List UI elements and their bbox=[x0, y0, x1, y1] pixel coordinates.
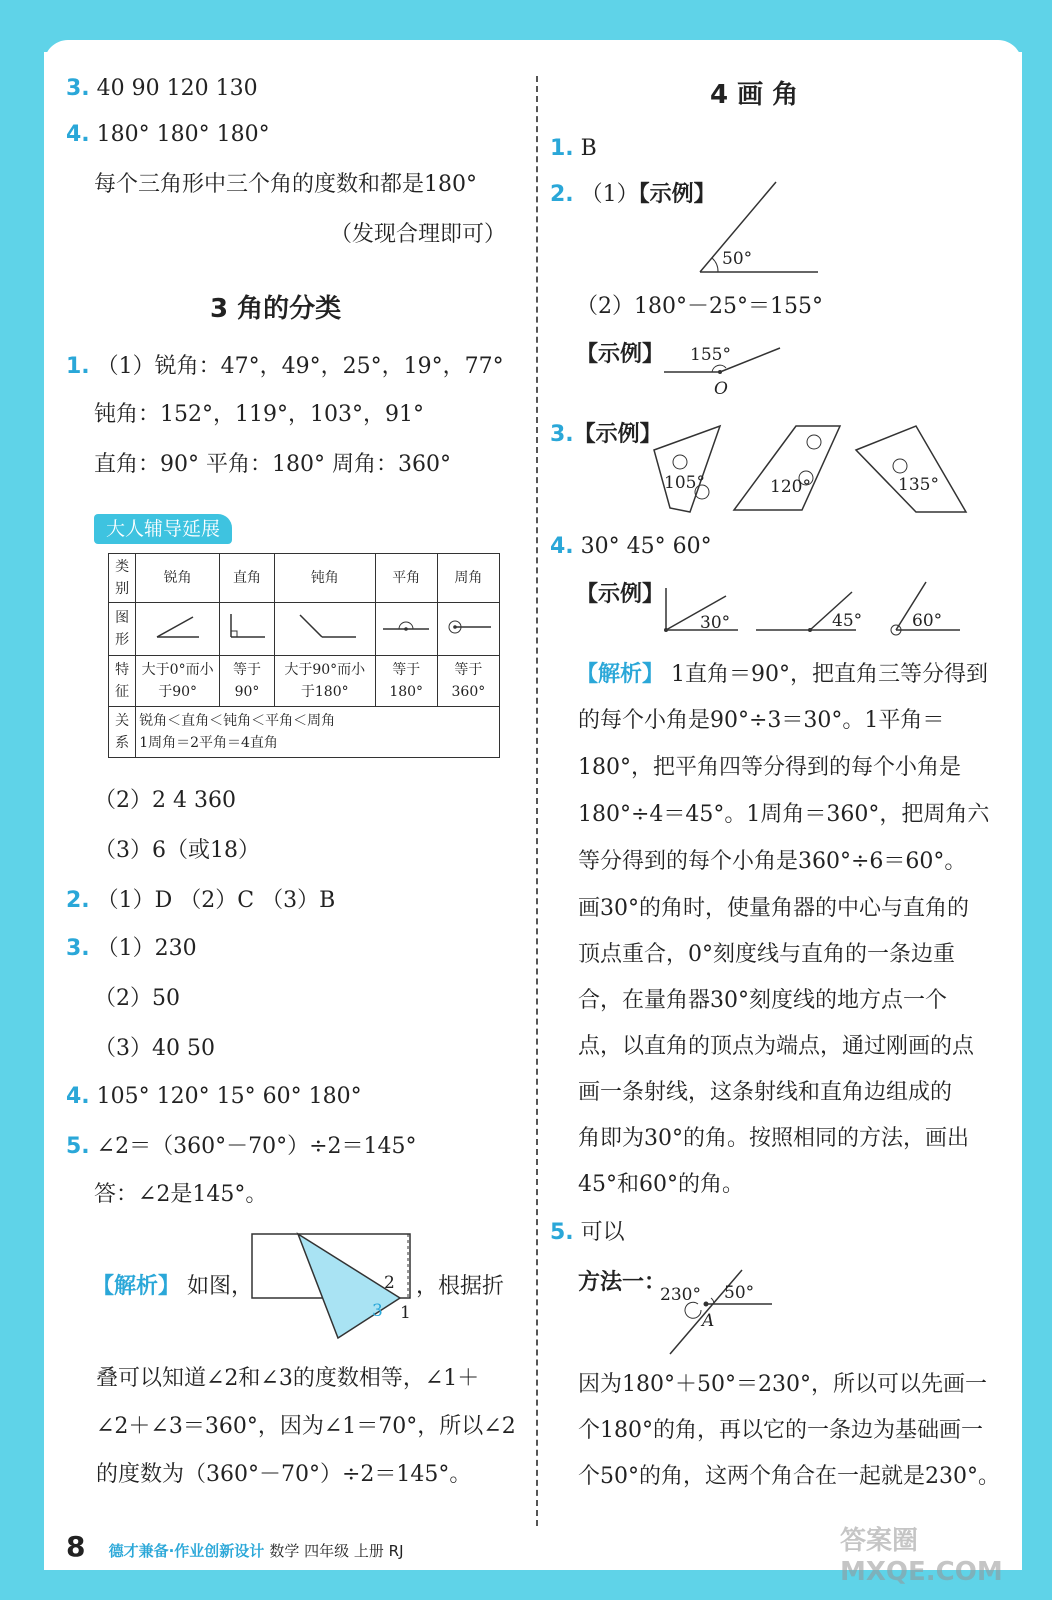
answer-text: 30° 45° 60° bbox=[580, 534, 712, 559]
angle-label: 105° bbox=[664, 473, 705, 493]
obtuse-angle-icon bbox=[292, 611, 358, 641]
item-number: 3. bbox=[550, 422, 574, 447]
angle-3-label: 3 bbox=[372, 1301, 383, 1321]
right-angle-icon bbox=[225, 611, 269, 641]
s1-part3: （3）6（或18） bbox=[94, 838, 260, 863]
item-number: 5. bbox=[550, 1220, 574, 1245]
acute-angle-icon bbox=[153, 611, 203, 641]
page-footer bbox=[66, 1530, 404, 1563]
answer-text: （1）锐角：47°，49°，25°，19°，77° bbox=[96, 354, 504, 379]
relation-line: 1周角＝2平角＝4直角 bbox=[139, 735, 278, 751]
fold-diagram bbox=[250, 1230, 420, 1342]
answer-text: 180° 180° 180° bbox=[96, 122, 270, 147]
item-number: 1. bbox=[550, 136, 574, 161]
s5-conclusion: 答：∠2是145°。 bbox=[94, 1182, 268, 1207]
r-answer-5-line: 因为180°＋50°＝230°，所以可以先画一 bbox=[578, 1372, 987, 1397]
s1-part2: （2）2 4 360 bbox=[94, 788, 236, 813]
table-cell: 直角 bbox=[220, 554, 275, 603]
analysis-tag: 【解析】 bbox=[576, 662, 665, 687]
item-number: 3. bbox=[66, 936, 90, 961]
r-answer-3 bbox=[550, 420, 662, 450]
angle-label: 45° bbox=[832, 611, 863, 631]
r-answer-5-line: 个180°的角，再以它的一条边为基础画一 bbox=[578, 1418, 983, 1443]
item-number: 4. bbox=[66, 122, 90, 147]
angle-50-figure bbox=[696, 180, 820, 276]
r-answer-4 bbox=[550, 532, 712, 562]
r-analysis-line: 180°÷4＝45°。1周角＝360°，把周角六 bbox=[578, 802, 990, 827]
angle-230-figure bbox=[658, 1264, 778, 1356]
r-answer-2-part2: （2）180°－25°＝155° bbox=[576, 294, 823, 319]
s4-answer bbox=[66, 1082, 362, 1112]
s1-line3: 直角：90° 平角：180° 周角：360° bbox=[94, 452, 451, 477]
item-number: 2. bbox=[66, 888, 90, 913]
item-number: 3. bbox=[66, 76, 90, 101]
r-analysis-line: 画30°的角时，使量角器的中心与直角的 bbox=[578, 896, 969, 921]
r-analysis-line: 的每个小角是90°÷3＝30°。1平角＝ bbox=[578, 708, 945, 733]
r-analysis-line: 等分得到的每个小角是360°÷6＝60°。 bbox=[578, 849, 967, 874]
r-analysis-line: 180°，把平角四等分得到的每个小角是 bbox=[578, 755, 961, 780]
angle-label: 30° bbox=[700, 613, 731, 633]
angle-label: 50° bbox=[722, 249, 753, 269]
example-tag: 【示例】 bbox=[576, 342, 665, 367]
relation-cell bbox=[136, 707, 500, 758]
table-cell: 类别 bbox=[109, 554, 136, 603]
s3-answer bbox=[66, 934, 197, 964]
obtuse-angle-figure bbox=[274, 603, 375, 656]
frame-right bbox=[1022, 0, 1052, 1600]
answer-4 bbox=[66, 120, 270, 150]
angle-1-label: 1 bbox=[400, 1303, 411, 1323]
fold-analysis-lead bbox=[92, 1272, 253, 1302]
item-number: 2. bbox=[550, 182, 574, 207]
full-angle-icon bbox=[443, 611, 493, 641]
table-cell: 平角 bbox=[375, 554, 437, 603]
r-analysis-line: 合，在量角器30°刻度线的地方点一个 bbox=[578, 988, 947, 1013]
table-row bbox=[109, 603, 500, 656]
analysis-text: 如图， bbox=[187, 1274, 254, 1299]
answer-text: B bbox=[580, 136, 597, 161]
answer-4-note: 每个三角形中三个角的度数和都是180° bbox=[94, 172, 477, 197]
analysis-line: 叠可以知道∠2和∠3的度数相等，∠1＋ bbox=[96, 1366, 480, 1391]
answer-text: 可以 bbox=[580, 1220, 625, 1245]
r-answer-1 bbox=[550, 134, 597, 164]
angle-label: 230° bbox=[660, 1285, 701, 1305]
table-cell: 关系 bbox=[109, 707, 136, 758]
item-number: 1. bbox=[66, 354, 90, 379]
straight-angle-figure bbox=[375, 603, 437, 656]
s1-line1 bbox=[66, 352, 504, 382]
tutor-banner: 大人辅导延展 bbox=[94, 514, 232, 544]
angle-label: 50° bbox=[724, 1283, 755, 1303]
angle-label: 155° bbox=[690, 345, 731, 365]
vertex-label: A bbox=[702, 1311, 715, 1331]
r-analysis-line: 角即为30°的角。按照相同的方法，画出 bbox=[578, 1126, 969, 1151]
r-answer-2 bbox=[550, 180, 716, 210]
section-title-4: 4 画 角 bbox=[710, 80, 799, 110]
r-answer-5 bbox=[550, 1218, 625, 1248]
table-cell: 周角 bbox=[437, 554, 499, 603]
r-analysis-line: 画一条射线，这条射线和直角边组成的 bbox=[578, 1080, 953, 1105]
relation-line: 锐角＜直角＜钝角＜平角＜周角 bbox=[139, 713, 336, 729]
table-cell: 图形 bbox=[109, 603, 136, 656]
acute-angle-figure bbox=[136, 603, 220, 656]
angle-label: 60° bbox=[912, 611, 943, 631]
book-subtitle: 数学 四年级 上册 RJ bbox=[269, 1542, 404, 1560]
triangle-ruler-figures bbox=[650, 420, 972, 516]
r-analysis-line bbox=[576, 660, 988, 690]
table-cell: 等于180° bbox=[375, 656, 437, 707]
angle-label: 120° bbox=[770, 477, 811, 497]
item-number: 5. bbox=[66, 1134, 90, 1159]
angle-label: 135° bbox=[898, 475, 939, 495]
r-analysis-line: 点，以直角的顶点为端点，通过刚画的点 bbox=[578, 1034, 975, 1059]
answer-text: 105° 120° 15° 60° 180° bbox=[96, 1084, 362, 1109]
r-analysis-line: 45°和60°的角。 bbox=[578, 1172, 744, 1197]
table-cell: 钝角 bbox=[274, 554, 375, 603]
answer-text: 40 90 120 130 bbox=[96, 76, 258, 101]
s3-part2: （2）50 bbox=[94, 986, 180, 1011]
analysis-line: ∠2＋∠3＝360°，因为∠1＝70°，所以∠2 bbox=[96, 1414, 516, 1439]
s5-answer bbox=[66, 1132, 417, 1162]
table-cell: 大于0°而小于90° bbox=[136, 656, 220, 707]
table-cell: 等于360° bbox=[437, 656, 499, 707]
analysis-tag: 【解析】 bbox=[92, 1274, 181, 1299]
table-cell: 等于90° bbox=[220, 656, 275, 707]
angle-class-table bbox=[108, 553, 500, 758]
angle-2-label: 2 bbox=[384, 1273, 395, 1293]
answer-text: （1）230 bbox=[96, 936, 197, 961]
column-divider bbox=[536, 76, 538, 1526]
book-title: 德才兼备·作业创新设计 bbox=[108, 1542, 265, 1560]
straight-angle-icon bbox=[381, 611, 431, 641]
s2-answer bbox=[66, 886, 335, 916]
full-angle-figure bbox=[437, 603, 499, 656]
example-tag: 【示例】 bbox=[576, 582, 665, 607]
watermark: 答案圈 MXQE.COM bbox=[840, 1526, 1003, 1587]
page-number: 8 bbox=[66, 1530, 86, 1563]
answer-text: （1） bbox=[580, 182, 639, 207]
s1-line2: 钝角：152°，119°，103°，91° bbox=[94, 402, 424, 427]
analysis-line: 的度数为（360°－70°）÷2＝145°。 bbox=[96, 1462, 472, 1487]
answer-4-note2: （发现合理即可） bbox=[330, 222, 507, 247]
item-number: 4. bbox=[550, 534, 574, 559]
section-title-3: 3 角的分类 bbox=[210, 294, 342, 324]
table-row bbox=[109, 656, 500, 707]
table-cell: 大于90°而小于180° bbox=[274, 656, 375, 707]
frame-left bbox=[0, 0, 44, 1600]
table-row bbox=[109, 707, 500, 758]
table-cell: 特征 bbox=[109, 656, 136, 707]
analysis-text-tail: ，根据折 bbox=[416, 1274, 505, 1299]
example-tag: 【示例】 bbox=[638, 182, 716, 207]
r-analysis-line: 顶点重合，0°刻度线与直角的一条边重 bbox=[578, 942, 955, 967]
right-angle-figure bbox=[220, 603, 275, 656]
analysis-text: 1直角＝90°，把直角三等分得到 bbox=[671, 662, 989, 687]
vertex-label: O bbox=[714, 379, 728, 399]
angle-30-45-60-figures bbox=[660, 578, 966, 638]
answer-3 bbox=[66, 74, 258, 104]
r-answer-5-line: 个50°的角，这两个角合在一起就是230°。 bbox=[578, 1464, 1000, 1489]
item-number: 4. bbox=[66, 1084, 90, 1109]
table-row bbox=[109, 554, 500, 603]
example-tag: 【示例】 bbox=[573, 422, 662, 447]
answer-text: （1）D （2）C （3）B bbox=[96, 888, 336, 913]
table-cell: 锐角 bbox=[136, 554, 220, 603]
answer-text: ∠2＝（360°－70°）÷2＝145° bbox=[96, 1134, 417, 1159]
method-label: 方法一： bbox=[578, 1270, 667, 1295]
angle-155-figure bbox=[662, 338, 782, 400]
s3-part3: （3）40 50 bbox=[94, 1036, 215, 1061]
